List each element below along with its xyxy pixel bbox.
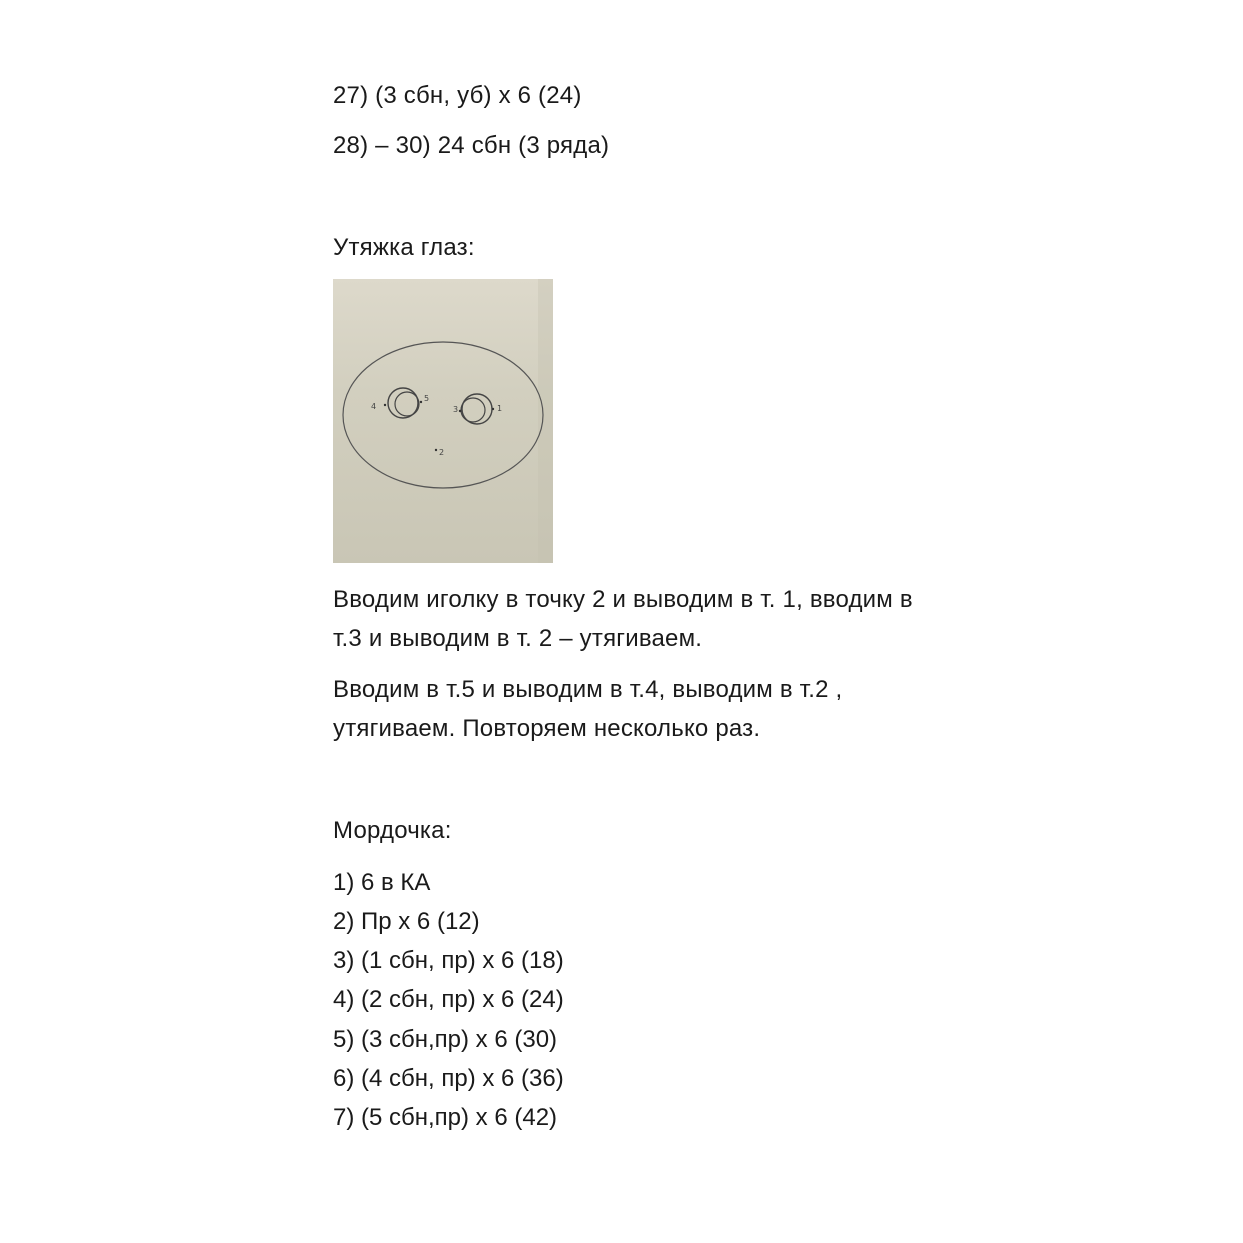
muzzle-row-number: 6) [333,1065,355,1092]
muzzle-row-7 [333,1103,557,1133]
muzzle-row-text: (3 сбн,пр) х 6 (30) [361,1026,558,1053]
left-eye-inner [395,392,419,416]
muzzle-heading: Мордочка: [333,817,452,844]
eyes-instruction-line-3: Вводим в т.5 и выводим в т.4, выводим в т.2 , [333,676,843,703]
muzzle-row-number: 4) [333,986,355,1013]
point-label-5: 5 [424,394,430,403]
muzzle-row-1 [333,868,430,898]
muzzle-row-number: 1) [333,869,355,896]
muzzle-row-text: 6 в КА [361,869,431,896]
muzzle-row-number: 3) [333,947,355,974]
muzzle-row-number: 2) [333,908,355,935]
point-label-2: 2 [439,448,445,457]
muzzle-row-text: (4 сбн, пр) х 6 (36) [361,1065,564,1092]
point-label-3: 3 [453,405,459,414]
muzzle-row-6 [333,1064,564,1094]
muzzle-row-5 [333,1025,557,1055]
row-27: 27) (3 сбн, уб) х 6 (24) [333,82,582,109]
muzzle-row-text: (2 сбн, пр) х 6 (24) [361,986,564,1013]
muzzle-row-text: (5 сбн,пр) х 6 (42) [361,1104,558,1131]
eyes-instruction-line-2: т.3 и выводим в т. 2 – утягиваем. [333,625,703,652]
row-28-30: 28) – 30) 24 сбн (3 ряда) [333,132,610,159]
muzzle-row-number: 5) [333,1026,355,1053]
head-outline [343,342,543,488]
muzzle-row-2 [333,907,480,937]
muzzle-row-4 [333,985,564,1015]
point-label-1: 1 [497,404,503,413]
eyes-instruction-line-4: утягиваем. Повторяем несколько раз. [333,715,761,742]
muzzle-row-number: 7) [333,1104,355,1131]
eyes-instruction-line-1: Вводим иголку в точку 2 и выводим в т. 1, вводим в [333,586,913,613]
eye-sculpting-diagram-photo [333,279,553,563]
muzzle-row-text: (1 сбн, пр) х 6 (18) [361,947,564,974]
eyes-heading: Утяжка глаз: [333,234,475,261]
muzzle-row-3 [333,946,564,976]
muzzle-row-text: Пр х 6 (12) [361,908,480,935]
right-eye-inner [461,398,485,422]
point-label-4: 4 [371,402,377,411]
